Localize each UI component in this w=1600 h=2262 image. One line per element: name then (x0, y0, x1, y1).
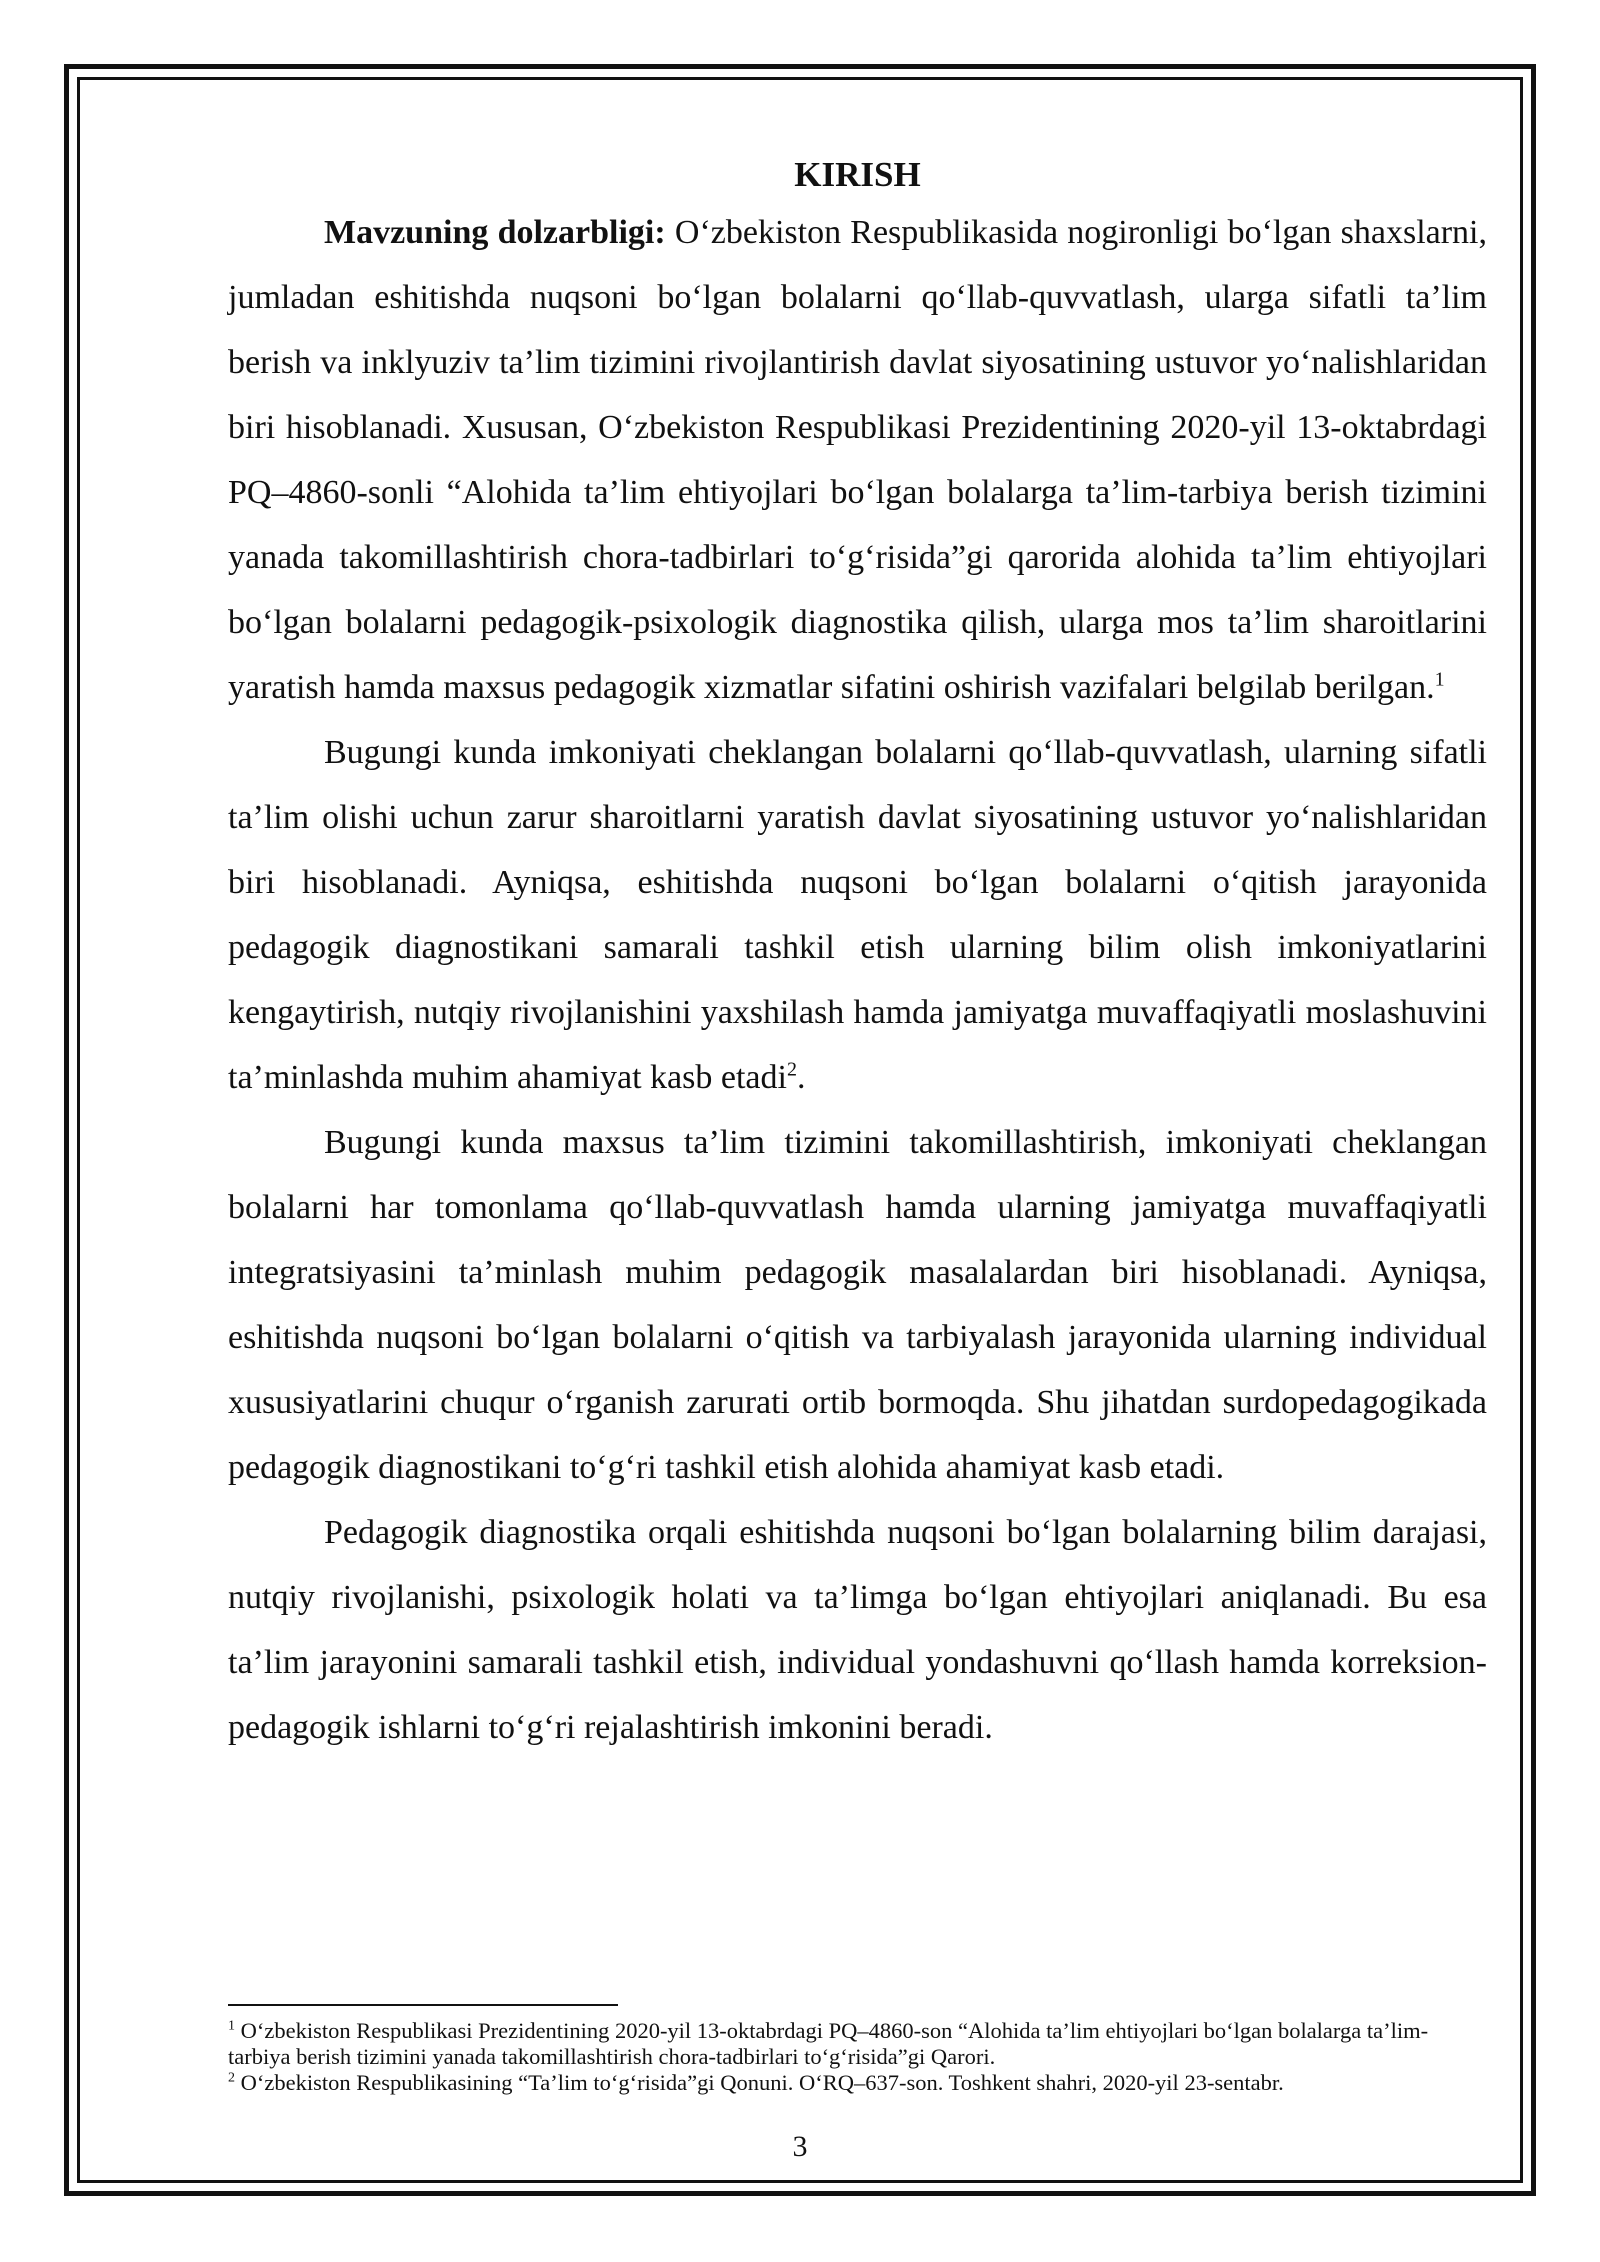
footnotes (228, 2018, 1487, 2096)
footnote-separator (228, 2004, 618, 2006)
paragraph-diagnostics (228, 1500, 1487, 1760)
document-body (228, 150, 1487, 1760)
page-number: 3 (792, 2130, 808, 2163)
paragraph-support (228, 720, 1487, 1110)
footnote-marker: 2 (228, 2070, 235, 2086)
footnote-ref-1[interactable]: 1 (1434, 668, 1445, 691)
paragraph-text: Bugungi kunda imkoniyati cheklangan bolalarni qo‘llab-quvvatlash, ularning sifatli ta’lim olishi uchun zarur sharoitlarni yaratish davlat siyosatining ustuvor yo‘nalishlaridan biri hisoblanadi. Ayniqsa, eshitishda nuqsoni bo‘lgan bolalarni o‘qitish jarayonida pedagogik diagnostikani samarali tashkil etish ularning bilim olish imkoniyatlarini kengaytirish, nutqiy rivojlanishini yaxshilash hamda jamiyatga muvaffaqiyatli moslashuvini ta’minlashda muhim ahamiyat kasb etadi (228, 734, 1487, 1096)
paragraph-text: O‘zbekiston Respublikasida nogironligi bo‘lgan shaxslarni, jumladan eshitishda nuqsoni bo‘lgan bolalarni qo‘llab-quvvatlash, ularga sifatli ta’lim berish va inklyuziv ta’lim tizimini rivojlantirish davlat siyosatining ustuvor yo‘nalishlaridan biri hisoblanadi. Xususan, O‘zbekiston Respublikasi Prezidentining 2020-yil 13-oktabrdagi PQ–4860-sonli “Alohida ta’lim ehtiyojlari bo‘lgan bolalarga ta’lim-tarbiya berish tizimini yanada takomillashtirish chora-tadbirlari to‘g‘risida”gi qarorida alohida ta’lim ehtiyojlari bo‘lgan bolalarni pedagogik-psixologik diagnostika qilish, ularga mos ta’lim sharoitlarini yaratish hamda maxsus pedagogik xizmatlar sifatini oshirish vazifalari belgilab berilgan. (228, 214, 1488, 706)
footnote-text: O‘zbekiston Respublikasining “Ta’lim to‘g‘risida”gi Qonuni. O‘RQ–637-son. Toshkent shahri, 2020-yil 23-sentabr. (235, 2070, 1284, 2095)
paragraph-special-education (228, 1110, 1487, 1500)
paragraph-relevance (228, 200, 1487, 720)
paragraph-text: Bugungi kunda maxsus ta’lim tizimini takomillashtirish, imkoniyati cheklangan bolalarni har tomonlama qo‘llab-quvvatlash hamda ularning jamiyatga muvaffaqiyatli integratsiyasini ta’minlash muhim pedagogik masalalardan biri hisoblanadi. Ayniqsa, eshitishda nuqsoni bo‘lgan bolalarni o‘qitish va tarbiyalash jarayonida ularning individual xususiyatlarini chuqur o‘rganish zarurati ortib bormoqda. Shu jihatdan surdopedagogikada pedagogik diagnostikani to‘g‘ri tashkil etish alohida ahamiyat kasb etadi. (228, 1124, 1487, 1486)
paragraph-tail: . (796, 1059, 806, 1096)
section-heading: KIRISH (794, 155, 921, 194)
paragraph-text: Pedagogik diagnostika orqali eshitishda nuqsoni bo‘lgan bolalarning bilim darajasi, nutqiy rivojlanishi, psixologik holati va ta’limga bo‘lgan ehtiyojlari aniqlanadi. Bu esa ta’lim jarayonini samarali tashkil etish, individual yondashuvni qo‘llash hamda korreksion-pedagogik ishlarni to‘g‘ri rejalashtirish imkonini beradi. (228, 1514, 1487, 1746)
footnote-2 (228, 2070, 1487, 2096)
footnote-ref-2[interactable]: 2 (786, 1058, 797, 1081)
footnote-1 (228, 2018, 1487, 2070)
footnote-text: O‘zbekiston Respublikasi Prezidentining 2020-yil 13-oktabrdagi PQ–4860-son “Alohida ta’lim ehtiyojlari bo‘lgan bolalarga ta’lim-tarbiya berish tizimini yanada takomillashtirish chora-tadbirlari to‘g‘risida”gi Qarori. (228, 2018, 1429, 2069)
paragraph-lead: Mavzuning dolzarbligi: (324, 214, 666, 251)
footnote-marker: 1 (228, 2018, 235, 2034)
